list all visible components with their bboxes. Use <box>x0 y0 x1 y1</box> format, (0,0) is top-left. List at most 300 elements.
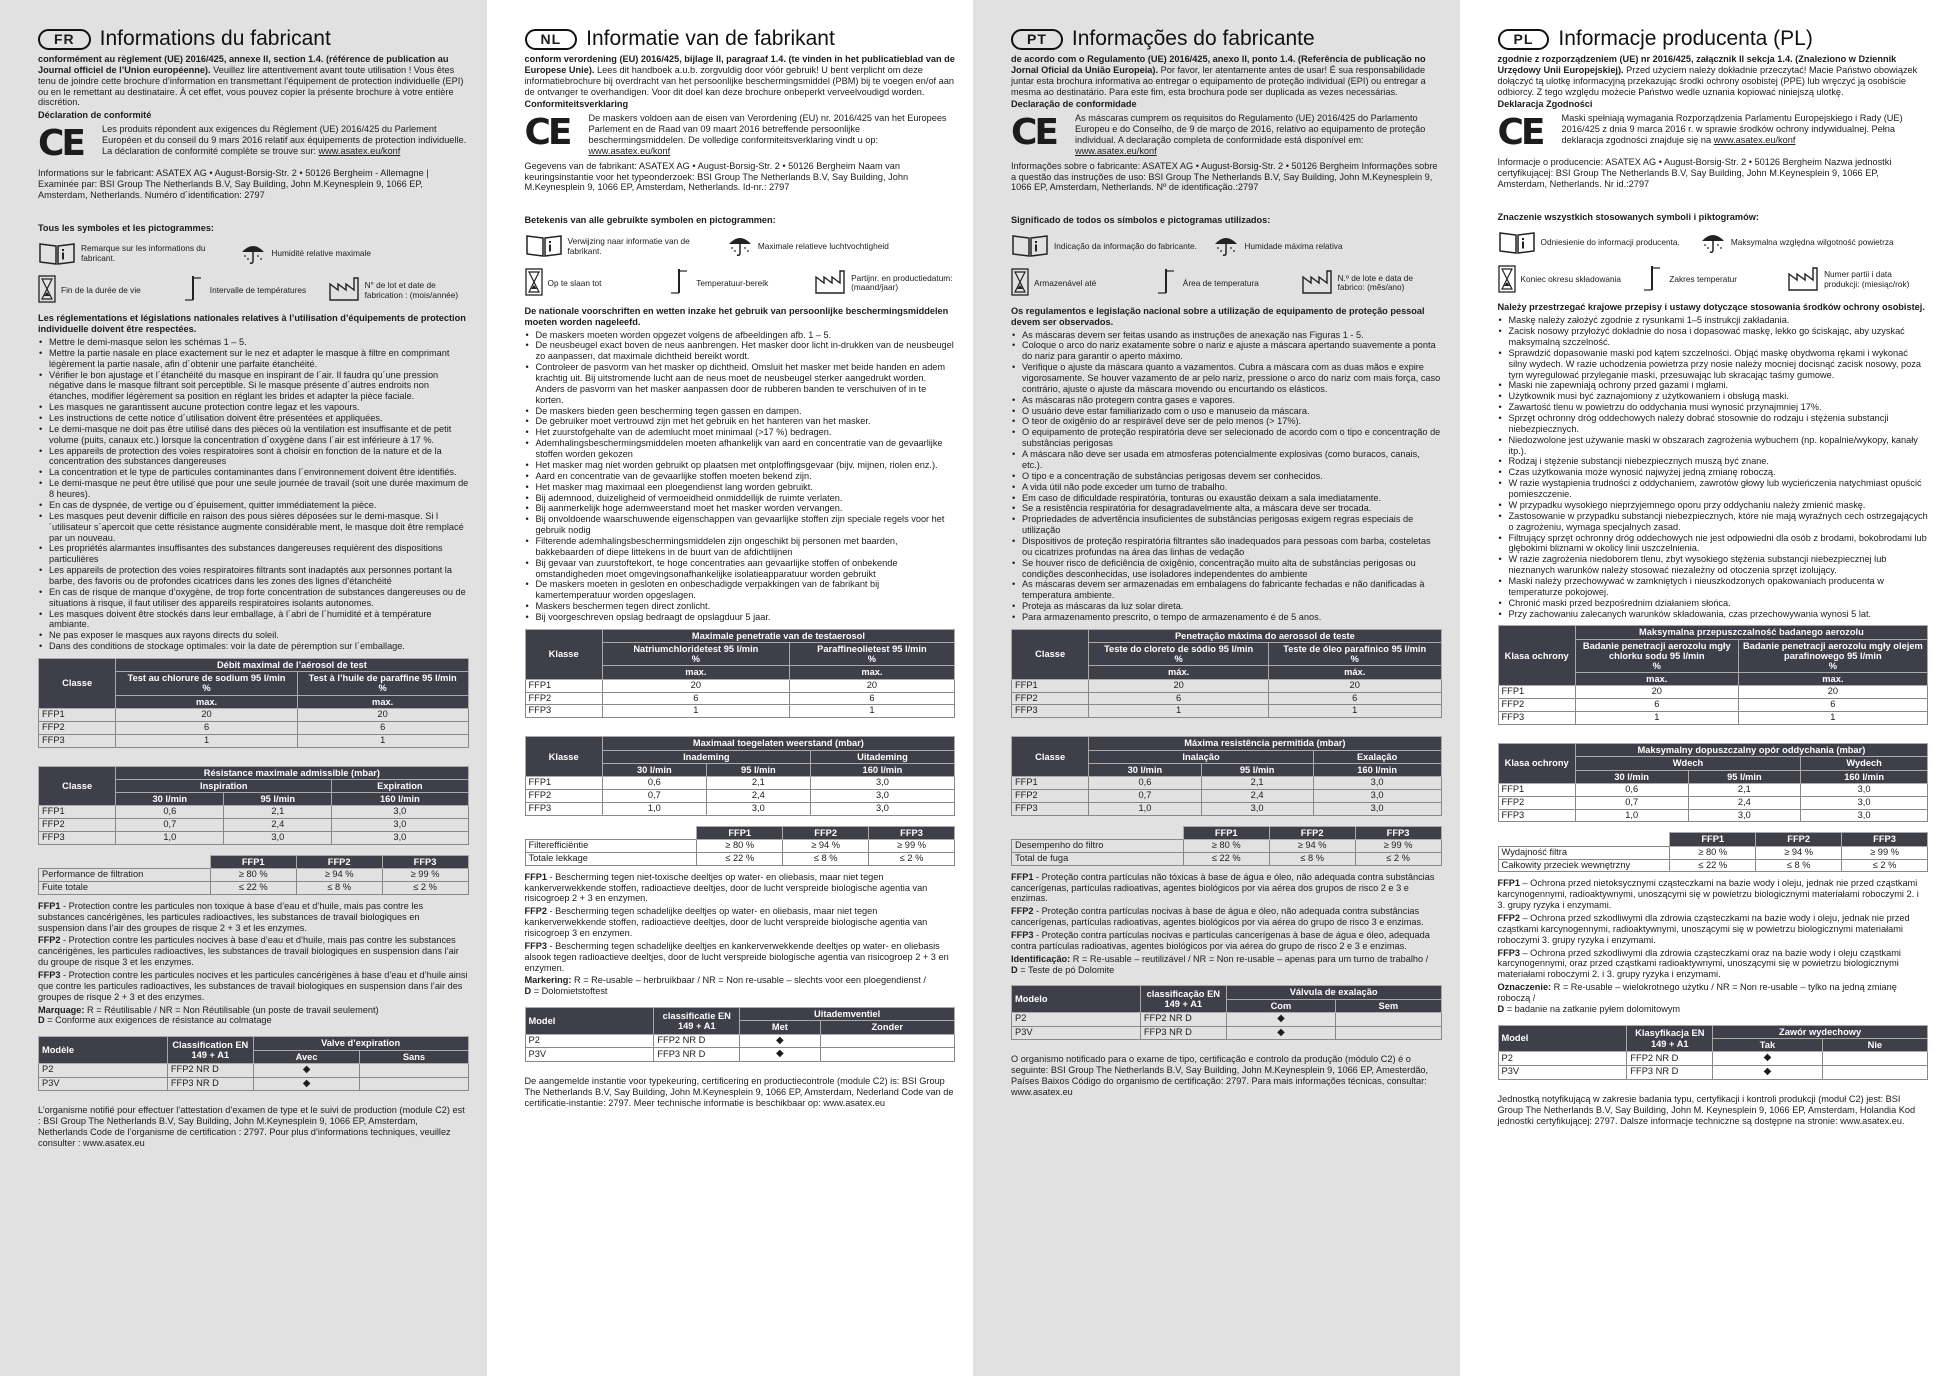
table-header: 95 l/min <box>224 792 332 805</box>
umbrella-humidity-icon <box>1213 232 1239 261</box>
marking-text: R = Réutilisable / NR = Non Réutilisable (un poste de travail seulement) <box>84 1004 379 1015</box>
table-cell: FFP2 NR D <box>167 1063 253 1077</box>
ffp1-text: - Bescherming tegen niet-toxische deeltjes op water- en oliebasis, maar niet tegen kankerverwekkende stoffen, radioactieve deeltjes, door de lucht verspreide biologische agentia van risicogroep 2 + 3 en enzymen. <box>524 871 928 904</box>
ffp1-label: FFP1 <box>1011 871 1034 882</box>
table-header: max. <box>1575 673 1738 686</box>
declaration-title: Deklaracja Zgodności <box>1497 99 1593 110</box>
table-header-unit: % <box>202 683 211 694</box>
marking-label: Marquage: <box>38 1004 85 1015</box>
table-cell: ≤ 8 % <box>1756 859 1842 872</box>
list-item: • En cas de dyspnée, de vertige ou d´épuisement, quitter immédiatement la pièce. <box>38 500 469 511</box>
filter-performance-table <box>1011 826 1442 866</box>
table-cell: ≤ 8 % <box>783 852 869 865</box>
marking-legend <box>1011 954 1442 976</box>
factory-icon <box>328 276 360 305</box>
table-header: Classe <box>39 658 116 708</box>
list-item: • Bij aanmerkelijk hoge ademweerstand moet het masker worden vervangen. <box>525 503 956 514</box>
ffp2-text: – Ochrona przed szkodliwymi dla zdrowia cząsteczkami na bazie wody i oleju, jednak nie przed cząstkami karcynogennymi, radioaktywnymi, unoszącymi się w powietrzu biologicznymi materiałami roboczymi 3. grupy ryzyka i enzymami. <box>1497 913 1910 945</box>
table-header: Wdech <box>1575 757 1800 770</box>
table-header: 95 l/min <box>706 763 810 776</box>
table-row <box>525 1034 955 1048</box>
regulations-title: Os regulamentos e legislação nacional sobre a utilização de equipamento de proteção pessoal devem ser observados. <box>1011 305 1425 327</box>
table-header: Uitademing <box>810 750 954 763</box>
table-header: max. <box>789 666 954 679</box>
ce-mark-icon: CE <box>1497 112 1543 154</box>
marking-legend <box>38 1005 469 1027</box>
table-cell: P2 <box>1012 1012 1141 1026</box>
list-item: • Bij voorgeschreven opslag bedraagt de opslagduur 5 jaar. <box>525 612 956 623</box>
symbols-row <box>38 274 469 307</box>
ffp-descriptions <box>525 872 956 997</box>
table-header: Klasse <box>525 629 602 679</box>
table-row <box>525 692 955 705</box>
marking-text: R = Re-usable – reutilizável / NR = Non re-usable – apenas para um turno de trabalho / <box>1070 953 1429 964</box>
table-header: classificatie EN 149 + A1 <box>654 1008 740 1034</box>
table-header: FFP2 <box>1756 833 1842 846</box>
table-row <box>1498 809 1928 822</box>
intro-text: Por favor, ler atentamente antes de usar! É sua responsabilidade juntar esta brochura informativa ao entregar o equipamento de proteção individual (EPI) ou entregar a mesma ao destinatário. Para este fim, esta brochura pode ser duplicada as vezes necessárias. <box>1011 64 1426 97</box>
ffp3-description <box>1011 930 1442 952</box>
ffp2-description <box>1498 913 1929 946</box>
table-header: Tak <box>1713 1039 1822 1052</box>
table-header-unit: % <box>1828 661 1838 672</box>
table-cell: 2,1 <box>706 777 810 790</box>
table-cell: ≥ 80 % <box>697 839 783 852</box>
list-item: • Mettre le demi-masque selon les schémas 1 – 5. <box>38 337 469 348</box>
table-cell: 6 <box>1738 699 1927 712</box>
table-header: 160 l/min <box>1801 770 1928 783</box>
table-header: Válvula de exalação <box>1226 986 1441 999</box>
symbols-title: Significado de todos os símbolos e pictogramas utilizados: <box>1011 215 1271 226</box>
regulations-title: De nationale voorschriften en wetten inzake het gebruik van persoonlijke beschermingsmiddelen moeten worden nageleefd. <box>524 305 949 327</box>
table-cell: ◆ <box>1226 1026 1335 1040</box>
hourglass-icon <box>1498 265 1516 296</box>
symbol-label: Verwijzing naar informatie van de fabrikant. <box>567 236 690 256</box>
table-cell: 3,0 <box>1801 783 1928 796</box>
table-header: Zonder <box>820 1021 954 1034</box>
symbols-row <box>1011 232 1442 261</box>
ffp-descriptions <box>1498 878 1929 1014</box>
table-cell: FFP2 <box>39 819 116 832</box>
manufacturer-info-icon <box>38 240 76 269</box>
table-row <box>1012 1026 1442 1040</box>
list-item: • Le demi-masque ne doit pas être utilisé dans des pièces où la ventilation est insuffisante et de petit volume (puits, canaux etc.) lorsque la concentration d´oxygène dans l´air est inférieure à 17 %. <box>38 424 469 446</box>
table-cell: 3,0 <box>810 789 954 802</box>
ffp1-description <box>1011 872 1442 905</box>
table-row <box>1012 679 1442 692</box>
list-item: • Maskers beschermen tegen direct zonlicht. <box>525 601 956 612</box>
list-item: • As máscaras devem ser feitas usando as instruções de anexação nas Figuras 1 - 5. <box>1011 330 1442 341</box>
table-cell: P2 <box>39 1063 168 1077</box>
table-cell: FFP1 <box>1498 686 1575 699</box>
table-cell: FFP3 <box>1012 705 1089 718</box>
table-header-unit: % <box>867 654 877 665</box>
table-cell: FFP1 <box>1012 679 1089 692</box>
list-item: • De gebruiker moet vertrouwd zijn met het gebruik en het hanteren van het masker. <box>525 416 956 427</box>
list-item: • As máscaras não protegem contra gases e vapores. <box>1011 395 1442 406</box>
table-row <box>525 679 955 692</box>
intro-bold: zgodnie z rozporządzeniem (UE) nr 2016/425, załącznik II sekcja 1.4. (Znaleziono w Dziennik Urzędowy Unii Europejskiej). <box>1497 54 1897 75</box>
symbol-label: Fin de la durée de vie <box>61 285 141 296</box>
symbols-title: Betekenis van alle gebruikte symbolen en pictogrammen: <box>524 215 776 226</box>
factory-icon <box>814 269 846 298</box>
table-row <box>1012 692 1442 705</box>
table-cell: 1 <box>602 705 789 718</box>
umbrella-humidity-icon <box>240 240 266 269</box>
table-cell: Filterefficiëntie <box>525 839 697 852</box>
table-cell: ◆ <box>253 1063 360 1077</box>
ffp-descriptions <box>1011 872 1442 976</box>
ce-mark-icon: CE <box>524 112 570 154</box>
list-item: • Chronić maski przed bezpośrednim działaniem słońca. <box>1498 598 1929 609</box>
table-header: 160 l/min <box>810 763 954 776</box>
table-cell: 20 <box>789 679 954 692</box>
table-cell: 6 <box>1268 692 1441 705</box>
table-cell <box>1336 1012 1441 1026</box>
list-item: • Rodzaj i stężenie substancji niebezpiecznych muszą być znane. <box>1498 456 1929 467</box>
aerosol-penetration-table <box>1011 629 1442 719</box>
temperature-range-icon <box>183 274 205 307</box>
manufacturer-info: Gegevens van de fabrikant: ASATEX AG • August-Borsig-Str. 2 • 50126 Bergheim Naam van keuringsinstantie voor het typeonderzoek: BSI Group The Netherlands B.V, Say Building, John M.Keynesplein 9, 1066 EP, Amsterdam, Netherlands. Id-nr.: 2797 <box>524 160 909 193</box>
table-cell: 3,0 <box>1801 796 1928 809</box>
list-item: • Se houver risco de deficiência de oxigênio, concentração muito alta de substâncias perigosas ou condições desconhecidas, use isoladores independentes do ambiente <box>1011 558 1442 580</box>
aerosol-penetration-table <box>38 658 469 748</box>
list-item: • O usuário deve estar familiarizado com o uso e manuseio da máscara. <box>1011 406 1442 417</box>
table-header: FFP3 <box>382 855 468 868</box>
table-cell: ◆ <box>740 1034 820 1048</box>
table-cell: FFP2 NR D <box>654 1034 740 1048</box>
table-header: Modelo <box>1012 986 1141 1012</box>
model-table <box>525 1007 956 1062</box>
intro-bold: conformément au règlement (UE) 2016/425, annexe II, section 1.4. (référence de publication au Journal officiel de l’Union européenne). <box>38 54 449 75</box>
table-header-unit: % <box>378 683 387 694</box>
table-row <box>1012 1012 1442 1026</box>
intro-bold: de acordo com o Regulamento (UE) 2016/425, anexo II, ponto 1.4. (Referência de publicação no Jornal Oficial da União Europeia). <box>1011 54 1426 75</box>
table-cell: ≤ 2 % <box>869 852 955 865</box>
table-cell: ≤ 8 % <box>296 881 382 894</box>
ce-declaration <box>38 124 469 164</box>
table-cell: ≤ 22 % <box>1183 852 1269 865</box>
ffp1-text: - Proteção contra partículas não tóxicas à base de água e óleo, não adequada contra substâncias cancerígenas, partículas radioativas, agentes biológicos por via aérea dos grupos de risco 2 e 3 e enzimas. <box>1011 871 1435 904</box>
list-item: • Coloque o arco do nariz exatamente sobre o nariz e ajuste a máscara apertando suavemente a ponta do nariz para garantir o aperto máximo. <box>1011 340 1442 362</box>
table-header: Inspiration <box>116 779 332 792</box>
symbol-label: Numer partii i data produkcji: (miesiąc/rok) <box>1824 269 1910 290</box>
table-header: FFP3 <box>1842 833 1928 846</box>
table-header: FFP1 <box>210 855 296 868</box>
symbols-row <box>38 240 469 269</box>
table-cell: 6 <box>297 721 468 734</box>
table-header-text: Teste de óleo parafínico 95 l/min <box>1283 644 1427 655</box>
table-cell: 2,4 <box>1688 796 1801 809</box>
table-cell: 20 <box>1738 686 1927 699</box>
table-cell: 6 <box>602 692 789 705</box>
list-item: • Zastosowanie w przypadku substancji niebezpiecznych, które nie mają wyraźnych cech ostrzegających o zagrożeniu, wymaga specjalnych zasad. <box>1498 511 1929 533</box>
language-badge: PL <box>1498 29 1550 50</box>
symbol-label: Temperatuur-bereik <box>696 277 769 288</box>
table-cell: 0,7 <box>602 789 706 802</box>
table-header <box>1738 639 1927 673</box>
table-cell: ◆ <box>1226 1012 1335 1026</box>
temperature-range-icon <box>1156 267 1178 300</box>
table-row <box>1498 699 1928 712</box>
table-cell: FFP3 <box>525 802 602 815</box>
ffp1-description <box>38 901 469 934</box>
ffp3-description <box>38 970 469 1003</box>
list-item: • Para armazenamento prescrito, o tempo de armazenamento é de 5 anos. <box>1011 612 1442 623</box>
table-row <box>1012 705 1442 718</box>
manufacturer-info-icon <box>1498 229 1536 258</box>
table-cell: FFP2 <box>525 789 602 802</box>
table-cell: 1 <box>1575 712 1738 725</box>
table-cell: FFP3 NR D <box>654 1048 740 1062</box>
list-item: • Niedozwolone jest używanie maski w obszarach zagrożenia wybuchem (np. kopalnie/wykopy, kanały itp.). <box>1498 435 1929 457</box>
table-row <box>39 708 469 721</box>
symbols-row <box>1011 267 1442 300</box>
table-cell: FFP1 <box>39 708 116 721</box>
table-header: 160 l/min <box>1313 763 1441 776</box>
list-item: • Proteja as máscaras da luz solar direta. <box>1011 601 1442 612</box>
list-item: • Em caso de dificuldade respiratória, tonturas ou exaustão deixam a sala imediatamente. <box>1011 493 1442 504</box>
table-cell: FFP3 <box>39 831 116 844</box>
table-cell: 3,0 <box>1688 809 1801 822</box>
table-cell: Desempenho do filtro <box>1012 839 1184 852</box>
symbol-label: Koniec okresu składowania <box>1520 274 1622 285</box>
table-cell: 2,1 <box>1201 777 1313 790</box>
filter-performance-table <box>525 826 956 866</box>
table-row <box>1498 859 1928 872</box>
table-header: Expiration <box>332 779 468 792</box>
ce-declaration <box>1498 113 1929 153</box>
table-cell: 3,0 <box>706 802 810 815</box>
manufacturer-info-icon <box>1011 232 1049 261</box>
table-header: max. <box>297 695 468 708</box>
table-cell: 20 <box>1089 679 1269 692</box>
table-cell: 2,4 <box>706 789 810 802</box>
table-row <box>525 1048 955 1062</box>
ffp1-description <box>525 872 956 905</box>
regulations-title: Należy przestrzegać krajowe przepisy i ustawy dotyczące stosowania środków ochrony osobistej. <box>1497 302 1925 313</box>
intro-paragraph <box>38 54 469 108</box>
symbol-label: Remarque sur les informations du fabricant. <box>81 243 206 264</box>
table-cell: 2,1 <box>1688 783 1801 796</box>
list-item: • Przy zachowaniu zalecanych warunków składowania, czas przechowywania wynosi 5 lat. <box>1498 609 1929 620</box>
declaration-title: Déclaration de conformité <box>38 110 152 121</box>
table-header: Classe <box>1012 737 1089 777</box>
table-cell: P3V <box>1498 1066 1627 1080</box>
table-cell: ≥ 80 % <box>1670 846 1756 859</box>
model-table <box>1011 985 1442 1040</box>
model-table <box>1498 1025 1929 1080</box>
table-row <box>1498 686 1928 699</box>
breathing-resistance-table <box>525 736 956 815</box>
table-cell: ≤ 22 % <box>697 852 783 865</box>
list-item: • Czas użytkowania może wynosić najwyżej jedną zmianę roboczą. <box>1498 467 1929 478</box>
conformity-link[interactable]: www.asatex.eu/konf <box>588 145 671 156</box>
ffp2-text: - Protection contre les particules nocives à base d’eau et d’huile, mais pas contre les substances cancérigènes, les particules radioactives, les substances de travail biologiques en suspension dans l’air du groupe de risque 3 et les enzymes. <box>38 935 459 968</box>
list-item: • Użytkownik musi być zaznajomiony z użytkowaniem i obsługą maski. <box>1498 391 1929 402</box>
table-cell: ◆ <box>1713 1066 1822 1080</box>
column-pt <box>973 0 1460 1376</box>
list-item: • La concentration et le type de particules contaminantes dans l´environnement doivent être identifiés. <box>38 467 469 478</box>
table-cell: 6 <box>789 692 954 705</box>
list-item: • Les propriétés alarmantes insuffisantes des substances dangereuses requièrent des dispositions particulières <box>38 543 469 565</box>
table-header-text: Badanie penetracji aerozolu mgły chlorku sodu 95 l/min <box>1582 640 1731 661</box>
table-cell <box>360 1077 468 1091</box>
table-cell: 20 <box>116 708 298 721</box>
marking-label: Markering: <box>524 975 572 986</box>
table-header: Classification EN 149 + A1 <box>167 1037 253 1063</box>
table-cell: Performance de filtration <box>39 869 211 882</box>
ce-declaration <box>1011 113 1442 156</box>
table-cell: ≥ 99 % <box>1355 839 1441 852</box>
table-header: Wydech <box>1801 757 1928 770</box>
table-cell: 1 <box>297 734 468 747</box>
table-header: Débit maximal de l’aérosol de test <box>116 658 468 671</box>
marking-label: Oznaczenie: <box>1497 982 1552 993</box>
table-row <box>1498 846 1928 859</box>
list-item: • Maskę należy założyć zgodnie z rysunkami 1–5 instrukcji zakładania. <box>1498 315 1929 326</box>
notified-body-footer: O organismo notificado para o exame de tipo, certificação e controlo da produção (módulo C2) é o seguinte: BSI Group The Netherlands B.V, Say Building, John M.Keynesplein 9, 1066 EP, Amesterdão, Países Baixos Código do organismo de certificação: 2797. Para mais informações técnicas, consultar: www.asatex.eu <box>1011 1054 1429 1098</box>
ffp1-label: FFP1 <box>524 871 547 882</box>
list-item: • A vida útil não pode exceder um turno de trabalho. <box>1011 482 1442 493</box>
ffp3-description <box>1498 948 1929 981</box>
hourglass-icon <box>1011 268 1029 299</box>
table-cell: 0,7 <box>1575 796 1688 809</box>
breathing-resistance-table <box>38 766 469 845</box>
list-item: • Bij gevaar van zuurstoftekort, te hoge concentraties aan gevaarlijke stoffen of onbekende omstandigheden moet omgevingsonafhankelijke isolatieapparatuur worden gebruikt <box>525 558 956 580</box>
marking-d-text: = Dolomietstoftest <box>531 986 608 997</box>
ffp2-label: FFP2 <box>1497 913 1520 924</box>
table-cell: ≤ 22 % <box>1670 859 1756 872</box>
table-cell: ≤ 2 % <box>1842 859 1928 872</box>
ffp3-text: - Protection contre les particules nocives et les particules cancérigènes à base d’eau et d’huile ainsi que contre les particules radioactives, les substances de travail biologiques en suspension dans l’air des groupes de risque 2 + 3 et des enzymes. <box>38 969 468 1002</box>
aerosol-penetration-table <box>525 629 956 719</box>
table-header: Valve d’expiration <box>253 1037 468 1050</box>
hourglass-icon <box>525 268 543 299</box>
list-item: • Les appareils de protection des voies respiratoires filtrants sont inadaptés aux personnes portant la barbe, des favoris ou de profondes cicatrices dans les zones des lignes d’étanchéité <box>38 565 469 587</box>
table-cell: 1,0 <box>1575 809 1688 822</box>
table-header: FFP1 <box>697 826 783 839</box>
marking-d-label: D <box>524 986 532 997</box>
table-header-unit: % <box>1174 654 1183 665</box>
table-cell: FFP3 NR D <box>1627 1066 1713 1080</box>
ce-statement: De maskers voldoen aan de eisen van Verordening (EU) nr. 2016/425 van het Europees Parlement en de Raad van 09 maart 2016 betreffende persoonlijke beschermingsmiddelen. De volledige conformiteitsverklaring vindt u op: <box>588 113 947 146</box>
table-cell: FFP3 <box>39 734 116 747</box>
table-header: máx. <box>1089 666 1269 679</box>
table-cell: 3,0 <box>810 777 954 790</box>
marking-d-text: = badanie na zatkanie pyłem dolomitowym <box>1504 1003 1681 1014</box>
list-item: • Filterende ademhalingsbeschermingsmiddelen zijn ongeschikt bij personen met baarden, bakkebaarden of diepe littekens in de buurt van de afdichtlijnen <box>525 536 956 558</box>
ffp2-label: FFP2 <box>524 906 547 917</box>
table-row <box>39 734 469 747</box>
table-row <box>1012 777 1442 790</box>
ffp3-description <box>525 941 956 974</box>
table-header-text: Badanie penetracji aerozolu mgły olejem parafinowego 95 l/min <box>1742 640 1923 661</box>
table-header: Maksymalny dopuszczalny opór oddychania (mbar) <box>1575 744 1927 757</box>
table-header-text: Test au chlorure de sodium 95 l/min <box>127 673 286 684</box>
column-title: Informations du fabricant <box>99 27 331 50</box>
intro-text: Przed użyciem należy dokładnie przeczytać! Macie Państwo obowiązek dołączyć tą ulotkę informacyjną przekazując środki ochrony osobistej (PPE) lub wręczyć ją osobiście odbiorcy. Z tego względu możecie Państwo wedle uznania kopiować niniejszą ulotkę. <box>1497 64 1918 97</box>
list-item: • Dans des conditions de stockage optimales: voir la date de péremption sur l´emballage. <box>38 641 469 652</box>
table-cell: 3,0 <box>1801 809 1928 822</box>
table-cell: 2,4 <box>1201 789 1313 802</box>
conformity-link[interactable]: www.asatex.eu/konf <box>318 145 401 156</box>
temperature-range-icon <box>1642 264 1664 297</box>
table-header <box>1575 639 1738 673</box>
marking-d-text: = Conforme aux exigences de résistance au colmatage <box>44 1015 272 1026</box>
ffp3-text: – Ochrona przed szkodliwymi dla zdrowia cząsteczkami oraz na bazie wody i oleju cząstkami karcynogennymi, oraz przed cząstkami radioaktywnymi, unoszącymi się w powietrzu biologicznymi materiałami roboczymi 2. i 3. grupy ryzyka i enzymami. <box>1497 947 1901 980</box>
ce-statement: As máscaras cumprem os requisitos do Regulamento (UE) 2016/425 do Parlamento Europeu e do Conselho, de 9 de março de 2016, relativo ao equipamento de proteção individual. A declaração completa de conformidade está disponível em: <box>1075 113 1426 146</box>
table-cell: 1 <box>1268 705 1441 718</box>
table-cell: 0,6 <box>1575 783 1688 796</box>
symbol-label: Zakres temperatur <box>1669 274 1738 285</box>
ce-mark-icon: CE <box>38 123 84 165</box>
manufacturer-info: Informações sobre o fabricante: ASATEX AG • August-Borsig-Str. 2 • 50126 Bergheim Informações sobre a questão das instruções de uso: BSI Group The Netherlands B.V, Say Building, John M.Keynesplein 9, 1066 EP, Amsterdam, Netherlands. Nº de identificação.:2797 <box>1011 160 1438 193</box>
conformity-link[interactable]: www.asatex.eu/konf <box>1713 135 1796 146</box>
marking-d-label: D <box>1011 964 1018 975</box>
list-item: • Filtrujący sprzęt ochronny dróg oddechowych nie jest odpowiedni dla osób z brodami, bokobrodami lub głębokimi bliznami w okolicy linii uszczelnienia. <box>1498 533 1929 555</box>
table-cell: ≥ 80 % <box>1183 839 1269 852</box>
table-cell: ◆ <box>740 1048 820 1062</box>
table-header <box>116 672 298 695</box>
table-cell: ≥ 99 % <box>869 839 955 852</box>
list-item: • A máscara não deve ser usada em atmosferas potencialmente explosivas (como buracos, canais, etc.). <box>1011 449 1442 471</box>
table-row <box>39 1063 469 1077</box>
table-header: Klasa ochrony <box>1498 626 1575 686</box>
table-cell: P3V <box>1012 1026 1141 1040</box>
list-item: • Verifique o ajuste da máscara quanto a vazamentos. Cubra a máscara com as duas mãos e expire vigorosamente. Se houver vazamento de ar pelo nariz, pressione o arco do nariz com mais força, caso contrário, ajuste o ajuste da máscara movendo ou encurtando os elásticos. <box>1011 362 1442 395</box>
table-header: FFP1 <box>1670 833 1756 846</box>
ce-text <box>102 124 469 157</box>
table-cell: 2,4 <box>224 819 332 832</box>
table-cell: FFP2 NR D <box>1140 1012 1226 1026</box>
breathing-resistance-table <box>1011 736 1442 815</box>
table-cell: FFP2 <box>39 721 116 734</box>
column-header <box>1498 28 1929 50</box>
table-cell: ≤ 22 % <box>210 881 296 894</box>
ffp3-label: FFP3 <box>1497 947 1520 958</box>
table-header-text: Natriumchloridetest 95 l/min <box>633 644 759 655</box>
table-cell: Fuite totale <box>39 881 211 894</box>
list-item: • Propriedades de advertência insuficientes de substâncias perigosas exigem regras especiais de utilização <box>1011 514 1442 536</box>
ffp2-label: FFP2 <box>38 935 61 946</box>
symbol-label: Partijnr. en productiedatum: (maand/jaar) <box>851 272 953 293</box>
table-cell: 20 <box>602 679 789 692</box>
marking-label: Identificação: <box>1011 953 1071 964</box>
table-cell: 1,0 <box>1089 802 1201 815</box>
table-header: Model <box>525 1008 654 1034</box>
table-header: Modèle <box>39 1037 168 1063</box>
temperature-range-icon <box>669 267 691 300</box>
table-header <box>602 643 789 666</box>
list-item: • Dispositivos de proteção respiratória filtrantes são inadequados para pessoas com barba, costeletas ou cicatrizes profundas na área das linhas de vedação <box>1011 536 1442 558</box>
manufacturer-info-icon <box>525 232 563 261</box>
declaration-title: Conformiteitsverklaring <box>524 99 629 110</box>
table-header: max. <box>116 695 298 708</box>
aerosol-penetration-table <box>1498 625 1929 725</box>
column-header <box>1011 28 1442 50</box>
table-cell: 3,0 <box>332 819 468 832</box>
table-header-unit: % <box>691 654 700 665</box>
list-item: • De neusbeugel exact boven de neus aanbrengen. Het masker door licht in-drukken van de neusbeugel zo aanpassen, dat maximale dichtheid bereikt wordt. <box>525 340 956 362</box>
symbol-label: Odniesienie do informacji producenta. <box>1540 237 1680 248</box>
table-cell: FFP1 <box>1498 783 1575 796</box>
list-item: • Vérifier le bon ajustage et l´étanchéité du masque en inspirant de l´air. Il faudra qu´une pression négative dans le masque filtrant soit perceptible. Si le masque présente d´autres endroits non étanches, modifier légèrement sa position en réglant les brides et adapter la pièce faciale. <box>38 370 469 403</box>
ffp1-label: FFP1 <box>1497 878 1520 889</box>
table-cell: FFP2 <box>1012 692 1089 705</box>
table-cell: FFP3 <box>1498 712 1575 725</box>
conformity-link[interactable]: www.asatex.eu/konf <box>1075 145 1157 156</box>
